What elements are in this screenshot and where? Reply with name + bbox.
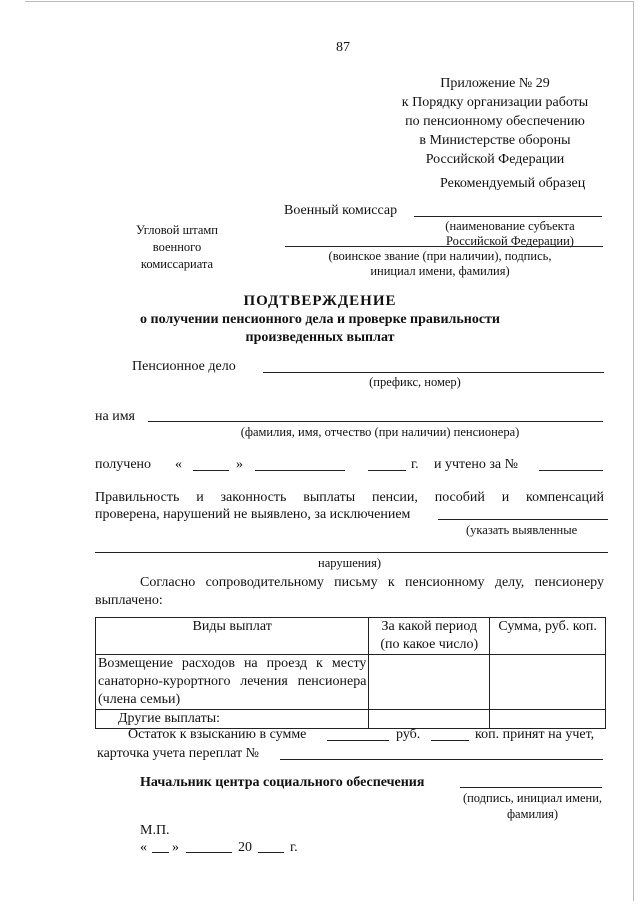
pension-case-hint: (префикс, номер) xyxy=(369,375,461,389)
date-close-quote: » xyxy=(172,840,179,855)
stamp-line: комиссариата xyxy=(140,257,214,271)
accounted-number-field[interactable] xyxy=(539,470,603,471)
header-cell: Виды выплат xyxy=(96,618,369,655)
table-cell: Возмещение расходов на проезд к месту санаторно-курортного лечения пенсионера (члена семьи) xyxy=(96,655,369,710)
commissar-signature-line xyxy=(285,246,603,247)
date-open-quote: « xyxy=(140,840,147,855)
accounted-label: и учтено за № xyxy=(434,457,518,472)
violations-hint: (указать выявленные xyxy=(466,523,578,537)
hint-line: (воинское звание (при наличии), подпись, xyxy=(328,249,552,263)
chief-label: Начальник центра социального обеспечения xyxy=(140,775,425,790)
letter-line-1 xyxy=(95,575,604,591)
header-cell: Сумма, руб. коп. xyxy=(490,618,606,655)
appendix-line: Приложение № 29 xyxy=(440,76,550,91)
remainder-label: Остаток к взысканию в сумме xyxy=(128,727,307,742)
year-suffix: г. xyxy=(411,457,419,472)
violations-field[interactable] xyxy=(438,519,608,520)
payments-table xyxy=(95,617,606,729)
commissar-signature-hint xyxy=(300,249,580,279)
date-month-field[interactable] xyxy=(186,852,232,853)
table-cell[interactable] xyxy=(490,655,606,710)
corner-stamp xyxy=(122,222,232,273)
correctness-line-2: проверена, нарушений не выявлено, за исключением xyxy=(95,507,411,522)
close-quote: » xyxy=(236,457,243,472)
appendix-block xyxy=(380,74,610,169)
chief-signature-field[interactable] xyxy=(460,787,602,788)
table-header-row xyxy=(96,618,606,655)
received-day-field[interactable] xyxy=(193,470,229,471)
commissar-region-hint xyxy=(420,219,600,249)
table-row xyxy=(96,655,606,710)
subtitle-line: произведенных выплат xyxy=(245,330,395,345)
kop-label: коп. принят на учет, xyxy=(475,727,595,742)
date-day-field[interactable] xyxy=(152,852,169,853)
table-cell[interactable] xyxy=(369,710,490,729)
date-year-field[interactable] xyxy=(258,852,284,853)
appendix-line: Российской Федерации xyxy=(425,152,565,167)
stamp-line: Угловой штамп xyxy=(135,223,218,237)
correctness-line-1: Правильность и законность выплаты пенсии, пособий и компенсаций xyxy=(95,490,604,505)
appendix-line: в Министерстве обороны xyxy=(419,133,571,148)
open-quote: « xyxy=(175,457,182,472)
letter-text: Согласно сопроводительному письму к пенсионному делу, пенсионеру xyxy=(140,575,604,590)
header-cell: За какой период (по какое число) xyxy=(369,618,490,655)
table-cell[interactable] xyxy=(490,710,606,729)
page-number: 87 xyxy=(336,40,350,55)
subtitle-line: о получении пенсионного дела и проверке правильности xyxy=(140,312,500,327)
pensioner-name-hint: (фамилия, имя, отчество (при наличии) пенсионера) xyxy=(240,425,520,439)
hint-line: (наименование субъекта xyxy=(445,219,575,233)
hint-line: (подпись, инициал имени, xyxy=(462,791,603,805)
table-row xyxy=(96,710,606,729)
pension-case-field[interactable] xyxy=(263,372,604,373)
commissar-label: Военный комиссар xyxy=(284,203,398,218)
received-year-field[interactable] xyxy=(368,470,406,471)
stamp-line: военного xyxy=(152,240,202,254)
card-number-field[interactable] xyxy=(280,759,603,760)
pensioner-name-field[interactable] xyxy=(148,421,603,422)
remainder-rub-field[interactable] xyxy=(327,740,389,741)
rub-label: руб. xyxy=(396,727,421,742)
appendix-line: по пенсионному обеспечению xyxy=(405,114,585,129)
received-month-field[interactable] xyxy=(255,470,345,471)
commissar-region-line xyxy=(414,216,602,217)
pension-case-label: Пенсионное дело xyxy=(132,359,236,374)
received-label: получено xyxy=(95,457,152,472)
card-label: карточка учета переплат № xyxy=(97,746,260,761)
violations-field-continued[interactable] xyxy=(95,552,608,553)
hint-line: Российской Федерации) xyxy=(446,234,574,248)
date-year-suffix: г. xyxy=(290,840,298,855)
hint-line: инициал имени, фамилия) xyxy=(370,264,510,278)
recommended-sample: Рекомендуемый образец xyxy=(440,176,586,191)
table-cell: Другие выплаты: xyxy=(96,710,369,729)
remainder-kop-field[interactable] xyxy=(431,740,469,741)
name-label: на имя xyxy=(95,409,135,424)
page-edge-right xyxy=(633,1,634,901)
seal-label: М.П. xyxy=(140,823,170,838)
violations-hint-end: нарушения) xyxy=(318,556,382,570)
document-title: ПОДТВЕРЖДЕНИЕ xyxy=(243,293,397,309)
document-subtitle xyxy=(130,311,510,347)
letter-line-2: выплачено: xyxy=(95,593,163,608)
hint-line: фамилия) xyxy=(506,807,559,821)
chief-signature-hint xyxy=(455,790,610,822)
date-year-prefix: 20 xyxy=(238,840,252,855)
table-cell[interactable] xyxy=(369,655,490,710)
page-edge-top xyxy=(25,1,633,2)
appendix-line: к Порядку организации работы xyxy=(401,95,589,110)
